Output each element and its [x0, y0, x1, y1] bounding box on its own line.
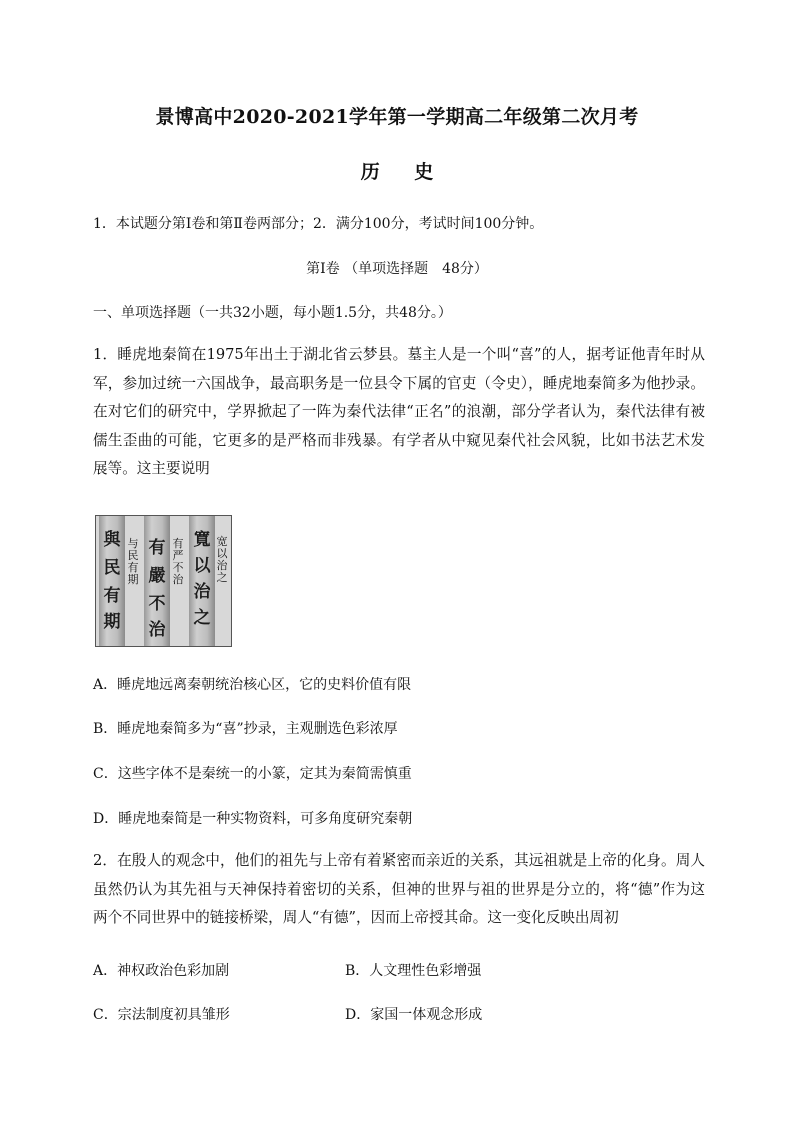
question-2-stem: 2．在殷人的观念中，他们的祖先与上帝有着紧密而亲近的关系，其远祖就是上帝的化身。周人虽然仍认为其先祖与天神保持着密切的关系，但神的世界与祖的世界是分立的，将“德”作为这两个不同世界中的链接桥梁，周人“有德”，因而上帝授其命。这一变化反映出周初: [93, 852, 705, 926]
slip-caption: 与民有期: [127, 537, 139, 586]
slip-char: 期: [103, 612, 121, 632]
bamboo-slip: [99, 516, 125, 646]
question-1-option-b[interactable]: B．睡虎地秦简多为“喜”抄录，主观删选色彩浓厚: [93, 721, 398, 737]
slip-char: 之: [193, 608, 211, 628]
slip-char: 嚴: [148, 566, 166, 586]
question-2-option-a[interactable]: A．神权政治色彩加剧: [93, 963, 230, 979]
slip-char: 民: [103, 558, 121, 578]
question-1-option-d[interactable]: D．睡虎地秦简是一种实物资料，可多角度研究秦朝: [93, 811, 413, 827]
slip-char: 有: [103, 586, 121, 606]
slip-char: 寬: [193, 530, 211, 550]
slip-char: 與: [103, 530, 121, 550]
question-2-option-c[interactable]: C．宗法制度初具雏形: [93, 1007, 230, 1023]
slip-caption: 宽以治之: [216, 535, 228, 584]
question-1-option-c[interactable]: C．这些字体不是秦统一的小篆，定其为秦简需慎重: [93, 766, 412, 782]
question-2-option-b[interactable]: B．人文理性色彩增强: [345, 963, 482, 979]
section-heading: 第Ⅰ卷 （单项选择题 48分）: [306, 261, 488, 277]
slip-caption: 有严不治: [172, 537, 184, 586]
part-title: 一、单项选择题（一共32小题，每小题1.5分，共48分。）: [93, 305, 452, 321]
slip-char: 治: [193, 582, 211, 602]
bamboo-slips-image: [95, 515, 232, 647]
bamboo-slip: [189, 516, 215, 646]
subject-title: 历 史: [360, 161, 448, 183]
exam-title: 景博高中2020-2021学年第一学期高二年级第二次月考: [155, 106, 639, 128]
exam-instructions: 1．本试题分第Ⅰ卷和第Ⅱ卷两部分；2．满分100分，考试时间100分钟。: [93, 216, 544, 232]
question-1-option-a[interactable]: A．睡虎地远离秦朝统治核心区，它的史料价值有限: [93, 677, 412, 693]
slip-char: 以: [193, 556, 211, 576]
slip-char: 有: [148, 538, 166, 558]
bamboo-slip: [144, 516, 170, 646]
slip-char: 治: [148, 620, 166, 640]
slip-char: 不: [148, 594, 166, 614]
question-1-stem: 1．睡虎地秦简在1975年出土于湖北省云梦县。墓主人是一个叫“喜”的人，据考证他青年时从军，参加过统一六国战争，最高职务是一位县令下属的官吏（令史），睡虎地秦简多为他抄录。在对它们的研究中，学界掀起了一阵为秦代法律“正名”的浪潮，部分学者认为，秦代法律有被儒生歪曲的可能，它更多的是严格而非残暴。有学者从中窥见秦代社会风貌，比如书法艺术发展等。这主要说明: [93, 346, 705, 477]
question-2-option-d[interactable]: D．家国一体观念形成: [345, 1007, 483, 1023]
